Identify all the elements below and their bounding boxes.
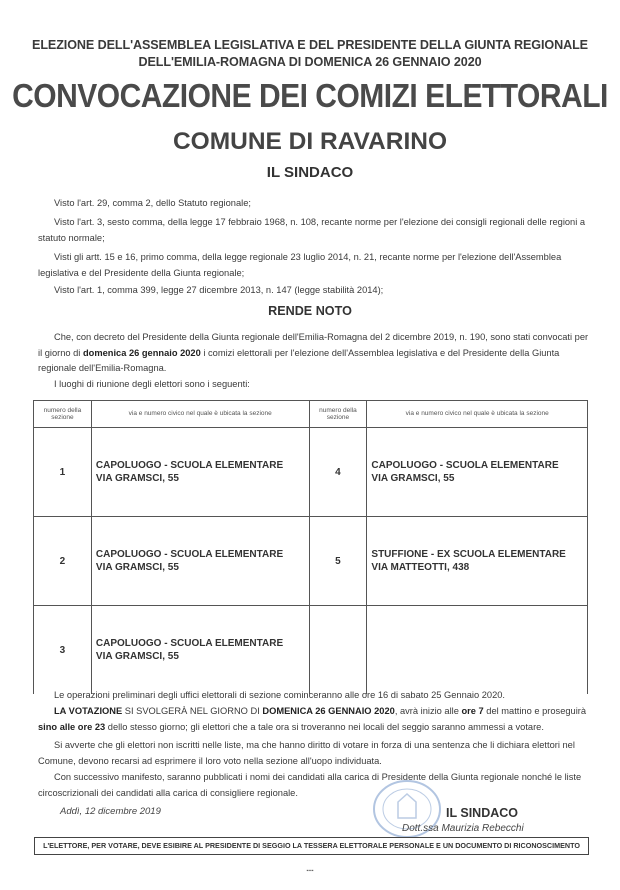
visto-4: Visto l'art. 1, comma 399, legge 27 dicembre 2013, n. 147 (legge stabilità 2014); xyxy=(54,285,384,295)
visto-2: Visto l'art. 3, sesto comma, della legge 17 febbraio 1968, n. 108, recante norme per l'elezione dei consigli regionali delle regioni a statuto normale; xyxy=(38,217,586,243)
sezione-number xyxy=(309,606,367,695)
sezione-number: 5 xyxy=(309,517,367,606)
sezione-address: CAPOLUOGO - SCUOLA ELEMENTARE VIA GRAMSCI, 55 xyxy=(91,517,309,606)
sezione-number: 4 xyxy=(309,428,367,517)
table-row xyxy=(34,428,588,517)
visto-3: Visti gli artt. 15 e 16, primo comma, della legge regionale 23 luglio 2014, n. 21, recante norme per l'elezione dell'Assemblea legislativa e del Presidente della Giunta regionale; xyxy=(38,252,562,278)
sezione-address: CAPOLUOGO - SCUOLA ELEMENTARE VIA GRAMSCI, 55 xyxy=(91,428,309,517)
sezioni-table xyxy=(33,400,588,694)
header-line-1: ELEZIONE DELL'ASSEMBLEA LEGISLATIVA E DEL PRESIDENTE DELLA GIUNTA REGIONALE xyxy=(32,38,588,52)
sezione-number: 2 xyxy=(34,517,92,606)
date-line: Addì, 12 dicembre 2019 xyxy=(60,806,161,817)
sezione-number: 1 xyxy=(34,428,92,517)
sezione-number: 3 xyxy=(34,606,92,695)
visto-1: Visto l'art. 29, comma 2, dello Statuto regionale; xyxy=(54,198,251,208)
table-row xyxy=(34,517,588,606)
header-line-2: DELL'EMILIA-ROMAGNA DI DOMENICA 26 GENNAIO 2020 xyxy=(138,55,482,69)
luoghi-intro: I luoghi di riunione degli elettori sono i seguenti: xyxy=(54,379,250,389)
header-numero-sezione: numero della sezione xyxy=(34,401,92,428)
votazione-paragraph: LA VOTAZIONE SI SVOLGERÀ NEL GIORNO DI DOMENICA 26 GENNAIO 2020, avrà inizio alle ore 7 del mattino e proseguirà sino alle ore 23 dello stesso giorno; gli elettori che a tale ora si troveranno nei locali del seggio saranno ammessi a votare. xyxy=(38,706,587,732)
sezione-address: STUFFIONE - EX SCUOLA ELEMENTARE VIA MATTEOTTI, 438 xyxy=(367,517,588,606)
printer-mark: ▪▪▪▪ xyxy=(306,868,314,874)
signature-name: Dott.ssa Maurizia Rebecchi xyxy=(402,823,524,834)
footer-notice: L'ELETTORE, PER VOTARE, DEVE ESIBIRE AL PRESIDENTE DI SEGGIO LA TESSERA ELETTORALE PERSONALE E UN DOCUMENTO DI RICONOSCIMENTO xyxy=(34,837,589,855)
header-via-sezione: via e numero civico nel quale è ubicata la sezione xyxy=(91,401,309,428)
sezione-address: CAPOLUOGO - SCUOLA ELEMENTARE VIA GRAMSCI, 55 xyxy=(91,606,309,695)
rende-noto-heading: RENDE NOTO xyxy=(268,304,352,318)
table-row xyxy=(34,606,588,695)
table-header-row xyxy=(34,401,588,428)
decreto-paragraph: Che, con decreto del Presidente della Giunta regionale dell'Emilia-Romagna del 2 dicembre 2019, n. 190, sono stati convocati per il giorno di domenica 26 gennaio 2020 i comizi elettorali per l'elezione dell'Assemblea legislativa e del Presidente della Giunta regionale dell'Emilia-Romagna. xyxy=(38,332,589,373)
header-numero-sezione: numero della sezione xyxy=(309,401,367,428)
header-via-sezione: via e numero civico nel quale è ubicata la sezione xyxy=(367,401,588,428)
manifesto-paragraph: Con successivo manifesto, saranno pubblicati i nomi dei candidati alla carica di Presidente della Giunta regionale nonché le liste circoscrizionali dei candidati alla carica di consigliere regionale. xyxy=(38,772,582,798)
avverte-paragraph: Si avverte che gli elettori non iscritti nelle liste, ma che hanno diritto di votare in forza di una sentenza che li dichiara elettori nel Comune, devono recarsi ad esprimere il loro voto nella sezione all'uopo individuata. xyxy=(38,740,575,766)
sezione-address: CAPOLUOGO - SCUOLA ELEMENTARE VIA GRAMSCI, 55 xyxy=(367,428,588,517)
operazioni-paragraph: Le operazioni preliminari degli uffici elettorali di sezione cominceranno alle ore 16 di sabato 25 Gennaio 2020. xyxy=(54,690,506,700)
page-title: CONVOCAZIONE DEI COMIZI ELETTORALI xyxy=(12,77,608,115)
sezione-address xyxy=(367,606,588,695)
comune-name: COMUNE DI RAVARINO xyxy=(172,128,448,155)
signature-title: IL SINDACO xyxy=(446,806,518,820)
sindaco-heading: IL SINDACO xyxy=(266,164,354,181)
